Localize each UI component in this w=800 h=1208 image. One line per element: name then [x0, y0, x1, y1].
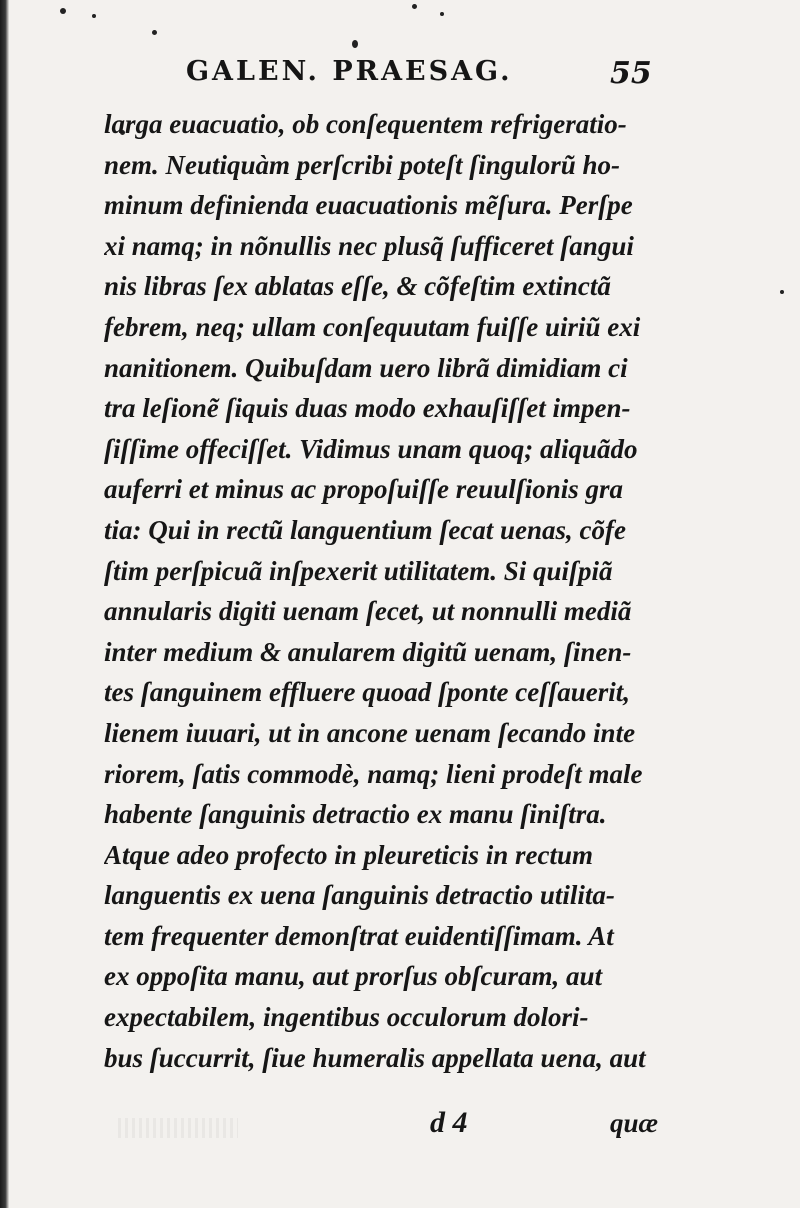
text-line: habente ſanguinis detractio ex manu ſiniſtra.	[104, 799, 607, 830]
text-line: bus ſuccurrit, ſiue humeralis appellata uena, aut	[104, 1042, 646, 1073]
text-line: larga euacuatio, ob conſequentem refrigeratio-	[104, 109, 627, 139]
text-line: inter medium & anularem digitũ uenam, ſinen-	[104, 636, 632, 667]
page-number: 55	[610, 56, 652, 91]
ink-speck	[780, 290, 784, 294]
text-line: nanitionem. Quibuſdam uero librã dimidiam ci	[104, 352, 628, 383]
catchword: quæ	[610, 1108, 659, 1138]
page-footer	[0, 1106, 800, 1150]
text-line: febrem, neq; ullam conſequutam fuiſſe uiriũ exi	[104, 311, 641, 342]
page-header	[0, 56, 800, 100]
text-line: ex oppoſita manu, aut prorſus obſcuram, aut	[104, 961, 603, 992]
ink-speck	[440, 12, 444, 16]
running-head: GALEN. PRAESAG.	[186, 56, 513, 87]
text-line: languentis ex uena ſanguinis detractio utilita-	[104, 880, 615, 911]
ink-speck	[152, 30, 157, 35]
text-line: nis libras ſex ablatas eſſe, & cõfeſtim extinctã	[104, 271, 611, 302]
text-line: auferri et minus ac propoſuiſſe reuulſionis gra	[104, 474, 624, 505]
ink-speck	[412, 4, 417, 9]
text-line: expectabilem, ingentibus occulorum dolori-	[104, 1002, 589, 1033]
text-line: ſiſſime offeciſſet. Vidimus unam quoq; aliquãdo	[104, 433, 638, 464]
text-line: nem. Neutiquàm perſcribi poteſt ſingulorũ ho-	[104, 149, 621, 180]
page-gutter	[0, 0, 9, 1208]
text-line: minum definienda euacuationis mẽſura. Perſpe	[104, 190, 633, 221]
text-line: tra leſionẽ ſiquis duas modo exhauſiſſet impen-	[104, 393, 631, 424]
ink-speck	[60, 8, 66, 14]
ink-speck	[352, 40, 358, 48]
text-line: xi namq; in nõnullis nec plusq̃ ſufficeret ſangui	[104, 230, 634, 261]
text-line: Atque adeo profecto in pleureticis in rectum	[104, 839, 593, 870]
text-line: ſtim perſpicuã inſpexerit utilitatem. Si quiſpiã	[104, 555, 613, 586]
text-line: lienem iuuari, ut in ancone uenam ſecando inte	[104, 717, 636, 748]
text-line: tes ſanguinem effluere quoad ſponte ceſſauerit,	[104, 677, 630, 708]
text-line: tia: Qui in rectũ languentium ſecat uenas, cõfe	[104, 514, 627, 545]
text-line: riorem, ſatis commodè, namq; lieni prodeſt male	[104, 758, 643, 789]
text-line: annularis digiti uenam ſecet, ut nonnulli mediã	[104, 596, 632, 627]
text-line: tem frequenter demonſtrat euidentiſſimam. At	[104, 920, 614, 951]
signature-mark: d 4	[430, 1106, 468, 1139]
ink-speck	[92, 14, 96, 18]
body-text	[104, 104, 664, 1078]
